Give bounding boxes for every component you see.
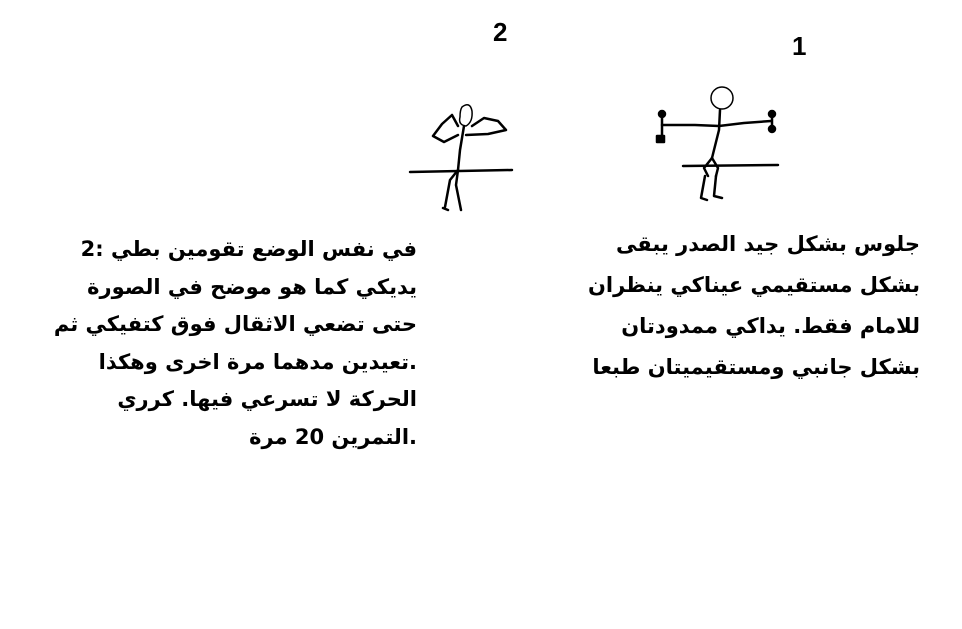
- step-2-number: 2: [493, 17, 508, 47]
- step-1-line: جلوس بشكل جيد الصدر يبقى: [616, 232, 920, 256]
- step-2-line: الحركة لا تسرعي فيها. كرري: [117, 387, 417, 411]
- step-2-line: حتى تضعي الاثقال فوق كتفيكي ثم: [53, 312, 417, 336]
- step-1-line: بشكل جانبي ومستقيميتان طبعا: [592, 355, 920, 379]
- seated-arms-extended-figure: [640, 80, 790, 220]
- step-1-line: بشكل مستقيمي عيناكي ينظران: [587, 273, 920, 297]
- step-1-number: 1: [792, 31, 807, 61]
- step-1-line: للامام فقط. يداكي ممدودتان: [621, 314, 920, 338]
- step-2-instructions: [20, 231, 417, 456]
- step-1-instructions: [560, 224, 920, 388]
- step-2-line: في نفس الوضع تقومين بطي :2: [80, 237, 417, 261]
- seated-arms-bent-figure: [400, 95, 525, 220]
- step-2-line: يديكي كما هو موضح في الصورة: [87, 274, 417, 299]
- step-2-line: .التمرين 20 مرة: [249, 424, 417, 449]
- step-2-line: .تعيدين مدهما مرة اخرى وهكذا: [98, 349, 417, 374]
